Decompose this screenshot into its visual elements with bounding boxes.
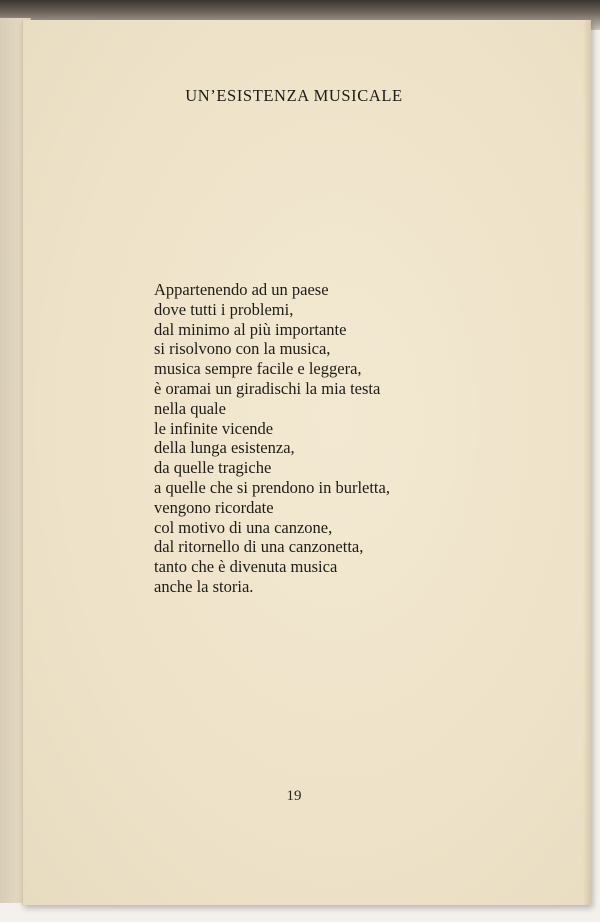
poem-line: vengono ricordate [154, 497, 274, 517]
poem-body [154, 280, 390, 597]
poem-title: UN’ESISTENZA MUSICALE [185, 86, 403, 105]
poem-line: dove tutti i problemi, [154, 299, 294, 319]
poem-line: le infinite vicende [154, 418, 274, 438]
poem-line: dal minimo al più importante [154, 319, 347, 339]
poem-line: è oramai un giradischi la mia testa [154, 378, 381, 398]
poem-line: a quelle che si prendono in burletta, [154, 477, 390, 497]
poem-line: anche la storia. [154, 576, 254, 596]
poem-line: tanto che è divenuta musica [154, 557, 338, 577]
poem-line: dal ritornello di una canzonetta, [154, 537, 364, 557]
poem-line: da quelle tragiche [154, 458, 272, 478]
poem-line: nella quale [154, 398, 226, 418]
poem-line: musica sempre facile e leggera, [154, 359, 362, 379]
page-edge [583, 20, 591, 905]
poem-line: si risolvono con la musica, [154, 339, 331, 359]
page-number: 19 [286, 788, 302, 804]
poem-line: della lunga esistenza, [154, 438, 295, 458]
poem-line: Appartenendo ad un paese [154, 280, 329, 299]
poem-line: col motivo di una canzone, [154, 517, 333, 537]
